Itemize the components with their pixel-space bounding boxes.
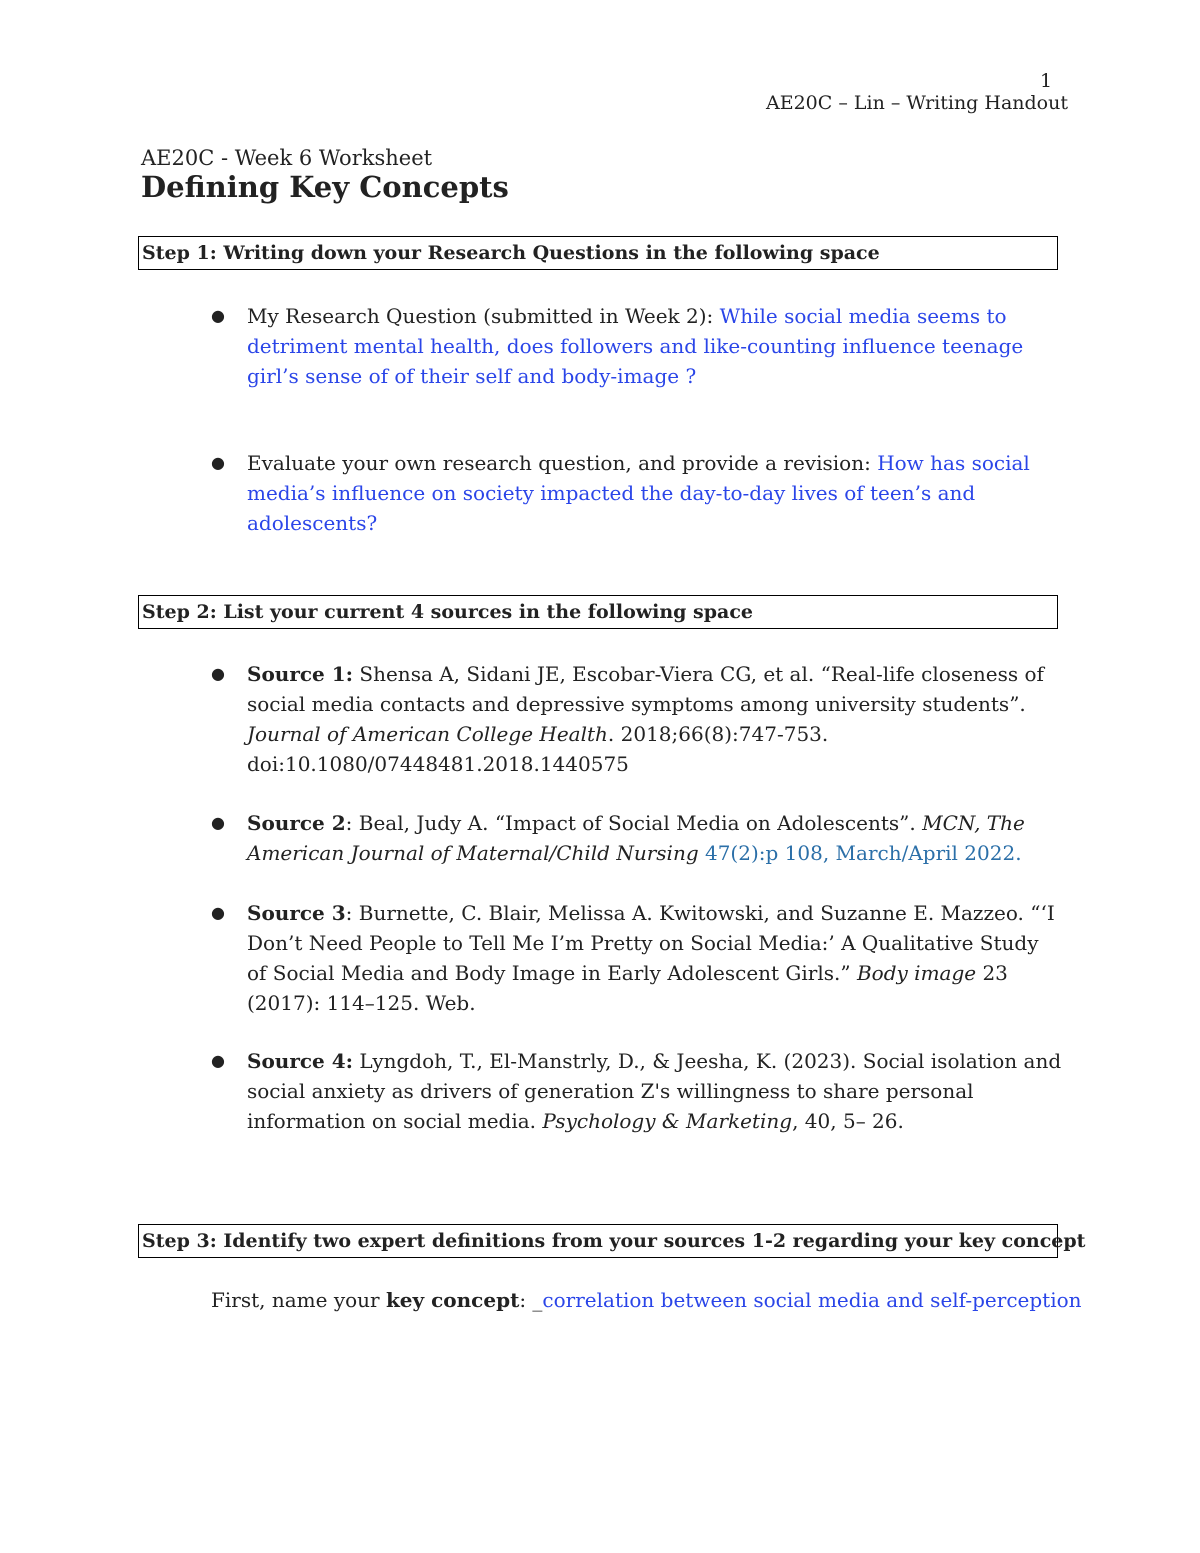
step1-heading: Step 1: Writing down your Research Questions in the following space [142,242,880,264]
research-question-item [247,301,1063,391]
bullet-icon: ● [211,306,225,325]
source-2-label: Source 2 [247,811,346,835]
step1-heading-box [138,236,1058,270]
key-concept-line [211,1288,1082,1312]
key-concept-answer[interactable]: correlation between social media and self-perception [542,1288,1082,1312]
key-concept-colon: : _ [519,1288,543,1312]
source-3-text: : Burnette, C. Blair, Melissa A. Kwitowski, and Suzanne E. Mazzeo. “‘I Don’t Need People to Tell Me I’m Pretty on Social Media:’ A Qualitative Study of Social Media and Body Image in Early Adolescent Girls.” [247,901,1055,985]
source-1-details: . 2018;66(8):747-753. doi:10.1080/07448481.2018.1440575 [247,722,829,776]
bullet-icon: ● [211,1051,225,1070]
source-2-journal: MCN, The American Journal of Maternal/Child Nursing [247,811,1025,865]
bullet-icon: ● [211,813,225,832]
source-4-details: , 40, 5– 26. [792,1109,904,1133]
source-1-item [247,659,1063,779]
source-2-details: 47(2):p 108, March/April 2022. [698,841,1022,865]
revision-answer[interactable]: How has social media’s influence on society impacted the day-to-day lives of teen’s and adolescents? [247,451,1030,535]
page-title: Defining Key Concepts [141,170,509,204]
source-2-item [247,808,1063,868]
worksheet-subtitle: AE20C - Week 6 Worksheet [141,146,433,170]
source-4-item [247,1046,1063,1136]
key-concept-prefix: First, name your [211,1288,386,1312]
step3-heading-box [138,1224,1086,1258]
research-question-label: My Research Question (submitted in Week 2): [247,304,720,328]
key-concept-label: key concept [385,1288,520,1312]
step2-heading-box [138,595,1058,629]
bullet-icon: ● [211,903,225,922]
research-question-answer[interactable]: While social media seems to detriment mental health, does followers and like-counting influence teenage girl’s sense of of their self and body-image ? [247,304,1024,388]
source-3-details: 23 (2017): 114–125. Web. [247,961,1008,1015]
source-3-item [247,898,1063,1018]
source-1-label: Source 1: [247,662,354,686]
source-3-journal: Body image [856,961,977,985]
revision-label: Evaluate your own research question, and provide a revision: [247,451,878,475]
step3-heading: Step 3: Identify two expert definitions from your sources 1-2 regarding your key concept [142,1230,1086,1252]
bullet-icon: ● [211,453,225,472]
revision-item [247,448,1063,538]
source-4-label: Source 4: [247,1049,354,1073]
source-1-text: Shensa A, Sidani JE, Escobar-Viera CG, et al. “Real-life closeness of social media contacts and depressive symptoms among university students”. [247,662,1044,716]
running-head: AE20C – Lin – Writing Handout [766,92,1068,114]
source-4-journal: Psychology & Marketing [542,1109,793,1133]
bullet-icon: ● [211,664,225,683]
page-number: 1 [1040,70,1053,92]
source-2-text: : Beal, Judy A. “Impact of Social Media on Adolescents”. [345,811,923,835]
source-4-text: Lyngdoh, T., El-Manstrly, D., & Jeesha, K. (2023). Social isolation and social anxiety as drivers of generation Z's willingness to share personal information on social media. [247,1049,1062,1133]
source-3-label: Source 3 [247,901,346,925]
source-1-journal: Journal of American College Health [247,722,608,746]
step2-heading: Step 2: List your current 4 sources in the following space [142,601,753,623]
